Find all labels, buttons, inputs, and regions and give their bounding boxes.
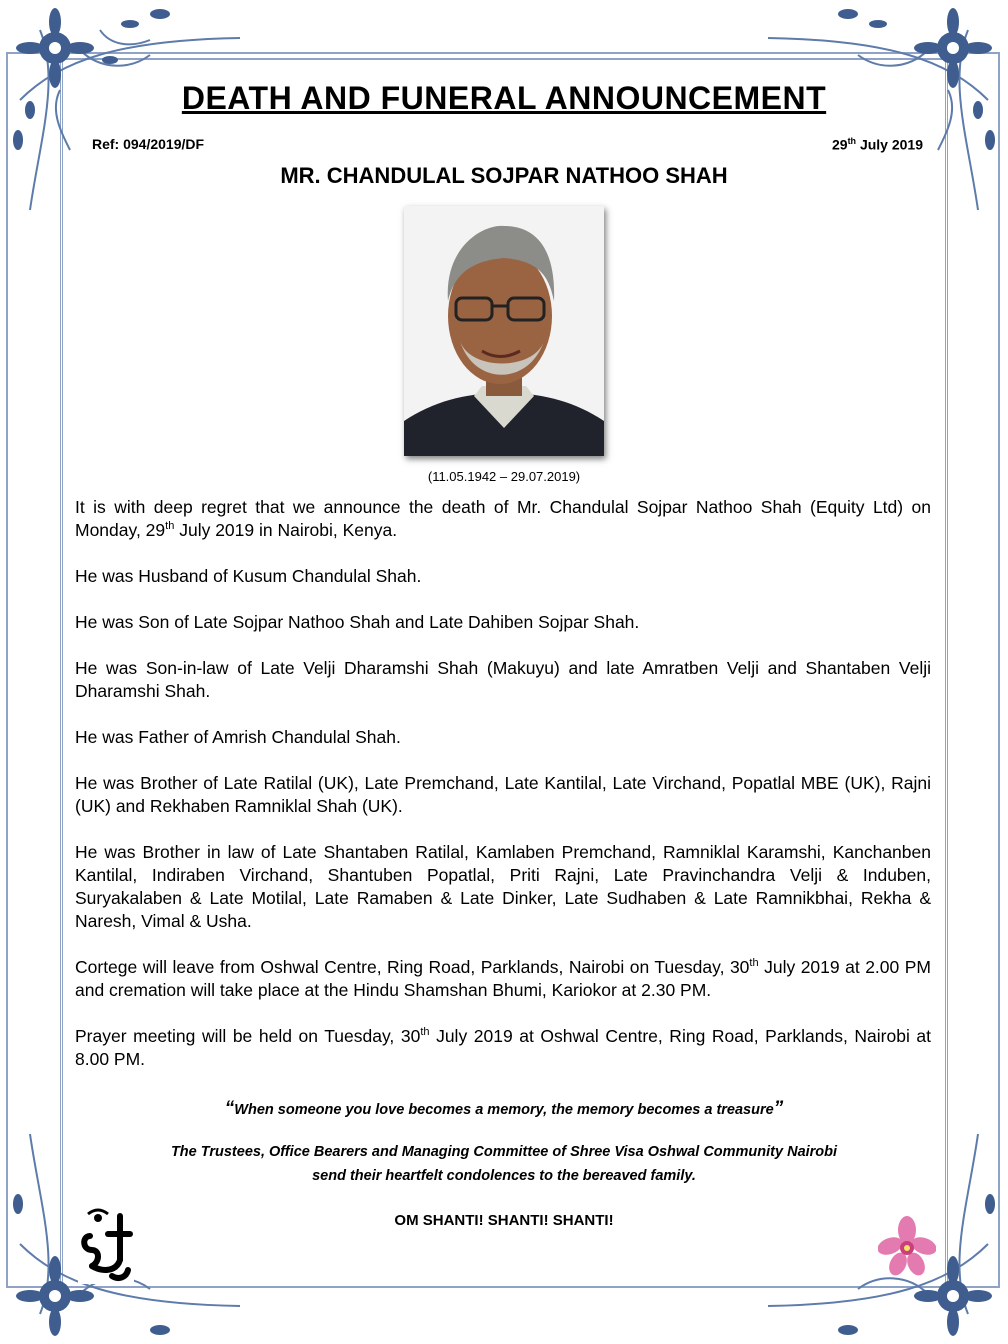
quote-open-mark: “	[224, 1098, 235, 1119]
paragraph-brother: He was Brother of Late Ratilal (UK), Late Premchand, Late Kantilal, Late Virchand, Popatlal MBE (UK), Rajni (UK) and Rekhaben Ramniklal Shah (UK).	[75, 773, 931, 816]
paragraph-husband: He was Husband of Kusum Chandulal Shah.	[75, 566, 422, 586]
quote-text: When someone you love becomes a memory, the memory becomes a treasure	[234, 1102, 774, 1118]
paragraph-prayer-text: Prayer meeting will be held on Tuesday, 30	[75, 1026, 421, 1046]
paragraph-cortege	[75, 956, 931, 1002]
paragraph-brother-in-law: He was Brother in law of Late Shantaben Ratilal, Kamlaben Premchand, Ramniklal Karamshi, Kanchanben Kantilal, Indiraben Virchand, Shantuben Popatlal, Priti Rajni, Late Pravinchandra Velji & Induben, Suryakalaben & Late Motilal, Late Ramaben & Late Dinker, Late Sudhaben & Late Ramnikbhai, Rekha & Naresh, Vimal & Usha.	[75, 842, 931, 931]
paragraph-death-suffix: th	[165, 520, 175, 533]
paragraph-death-text: It is with deep regret that we announce the death of Mr. Chandulal Sojpar Nathoo Shah (Equity Ltd) on Monday, 29	[75, 497, 931, 540]
condolence-message	[0, 1140, 1008, 1188]
date-day: 29	[831, 136, 848, 153]
paragraph-prayer-suffix: th	[420, 1026, 430, 1039]
announcement-body	[75, 496, 931, 1094]
om-symbol-icon	[78, 1206, 134, 1284]
deceased-name: MR. CHANDULAL SOJPAR NATHOO SHAH	[280, 163, 728, 188]
paragraph-prayer	[75, 1025, 931, 1071]
om-shanti: OM SHANTI! SHANTI! SHANTI!	[394, 1212, 614, 1229]
quote-close-mark: ”	[773, 1098, 784, 1119]
paragraph-prayer-text-end: July 2019 at Oshwal Centre, Ring Road, Parklands, Nairobi at 8.00 PM.	[75, 1026, 931, 1069]
announcement-date	[832, 136, 923, 153]
life-dates: (11.05.1942 – 29.07.2019)	[427, 469, 581, 484]
condolence-line-1: The Trustees, Office Bearers and Managing Committee of Shree Visa Oshwal Community Nairobi	[170, 1144, 838, 1160]
paragraph-son-in-law: He was Son-in-law of Late Velji Dharamshi Shah (Makuyu) and late Amratben Velji and Shantaben Velji Dharamshi Shah.	[75, 658, 931, 701]
date-month-year: July 2019	[856, 136, 923, 153]
portrait-photo	[404, 206, 604, 456]
paragraph-son: He was Son of Late Sojpar Nathoo Shah and Late Dahiben Sojpar Shah.	[75, 612, 640, 632]
page-title: DEATH AND FUNERAL ANNOUNCEMENT	[181, 80, 827, 116]
paragraph-death-text-end: July 2019 in Nairobi, Kenya.	[174, 520, 398, 540]
memorial-quote	[0, 1098, 1008, 1120]
date-suffix: th	[847, 136, 857, 146]
orchid-flower-icon	[878, 1216, 936, 1278]
paragraph-cortege-text: Cortege will leave from Oshwal Centre, Ring Road, Parklands, Nairobi on Tuesday, 30	[75, 957, 750, 977]
paragraph-cortege-suffix: th	[749, 957, 759, 970]
condolence-line-2: send their heartfelt condolences to the bereaved family.	[312, 1168, 696, 1184]
paragraph-father: He was Father of Amrish Chandulal Shah.	[75, 727, 401, 747]
paragraph-death	[75, 496, 931, 542]
paragraph-cortege-text-end: July 2019 at 2.00 PM and cremation will take place at the Hindu Shamshan Bhumi, Kariokor at 2.30 PM.	[75, 957, 931, 1000]
reference-number: Ref: 094/2019/DF	[92, 136, 205, 152]
